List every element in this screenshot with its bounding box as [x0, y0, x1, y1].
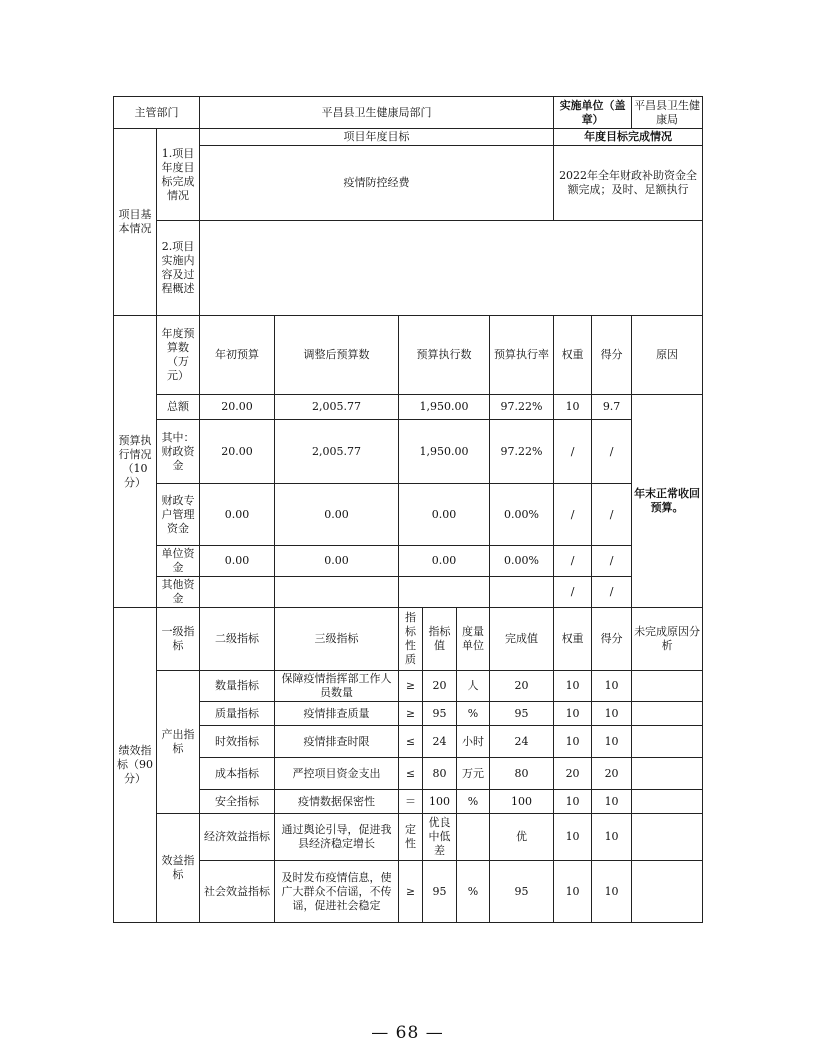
budget-reason-value: 年末正常收回预算。 [632, 395, 703, 608]
perf-nature-header: 指标性质 [399, 608, 423, 671]
perf-level3: 保障疫情指挥部工作人员数量 [275, 671, 399, 702]
perf-done: 100 [490, 790, 554, 814]
budget-weight: / [554, 546, 592, 577]
perf-done: 优 [490, 814, 554, 861]
perf-level2: 数量指标 [200, 671, 275, 702]
perf-level2: 经济效益指标 [200, 814, 275, 861]
item2-label: 2.项目实施内容及过程概述 [157, 221, 200, 316]
perf-reason [632, 758, 703, 790]
perf-score-header: 得分 [592, 608, 632, 671]
budget-initial: 20.00 [200, 395, 275, 420]
budget-weight-header: 权重 [554, 316, 592, 395]
budget-weight: / [554, 420, 592, 484]
perf-unit: 万元 [457, 758, 490, 790]
budget-weight: 10 [554, 395, 592, 420]
perf-header-row [114, 608, 703, 671]
perf-value: 24 [423, 726, 457, 758]
perf-done: 80 [490, 758, 554, 790]
table-row [114, 702, 703, 726]
budget-adjusted: 0.00 [275, 546, 399, 577]
perf-done: 20 [490, 671, 554, 702]
perf-section-label: 绩效指标（90分） [114, 608, 157, 923]
budget-row-label: 其中：财政资金 [157, 420, 200, 484]
budget-row-label: 单位资金 [157, 546, 200, 577]
impl-value: 平昌县卫生健康局 [632, 97, 703, 129]
table-row [114, 420, 703, 484]
perf-level3: 通过舆论引导，促进我县经济稳定增长 [275, 814, 399, 861]
perf-level3: 严控项目资金支出 [275, 758, 399, 790]
goal-value: 疫情防控经费 [200, 146, 554, 221]
table-row [114, 577, 703, 608]
budget-adjusted: 2,005.77 [275, 395, 399, 420]
perf-nature: ≥ [399, 861, 423, 923]
perf-level3: 疫情排查质量 [275, 702, 399, 726]
budget-weight: / [554, 577, 592, 608]
perf-level2: 社会效益指标 [200, 861, 275, 923]
table-row [114, 814, 703, 861]
perf-level2: 时效指标 [200, 726, 275, 758]
perf-value-header: 指标值 [423, 608, 457, 671]
budget-executed: 0.00 [399, 484, 490, 546]
perf-reason [632, 726, 703, 758]
item2-value [200, 221, 703, 316]
budget-row-label: 总额 [157, 395, 200, 420]
perf-score: 10 [592, 671, 632, 702]
budget-score: / [592, 484, 632, 546]
budget-rate: 97.22% [490, 395, 554, 420]
budget-score: / [592, 546, 632, 577]
performance-table [113, 96, 703, 923]
budget-reason-header: 原因 [632, 316, 703, 395]
perf-level3: 及时发布疫情信息，使广大群众不信谣，不传谣，促进社会稳定 [275, 861, 399, 923]
budget-row-label: 其他资金 [157, 577, 200, 608]
perf-score: 10 [592, 790, 632, 814]
budget-unit-header: 年度预算数（万元） [157, 316, 200, 395]
perf-score: 10 [592, 702, 632, 726]
perf-unit: % [457, 861, 490, 923]
budget-adjusted: 0.00 [275, 484, 399, 546]
perf-reason [632, 861, 703, 923]
perf-score: 10 [592, 814, 632, 861]
perf-level2: 安全指标 [200, 790, 275, 814]
perf-value: 95 [423, 861, 457, 923]
budget-initial: 20.00 [200, 420, 275, 484]
perf-score: 10 [592, 726, 632, 758]
perf-reason-header: 未完成原因分析 [632, 608, 703, 671]
budget-header-row [114, 316, 703, 395]
perf-nature: ≤ [399, 758, 423, 790]
perf-reason [632, 790, 703, 814]
dept-label: 主管部门 [114, 97, 200, 129]
budget-executed [399, 577, 490, 608]
perf-weight: 10 [554, 790, 592, 814]
perf-weight: 20 [554, 758, 592, 790]
budget-adjusted-header: 调整后预算数 [275, 316, 399, 395]
perf-level2: 质量指标 [200, 702, 275, 726]
perf-weight: 10 [554, 861, 592, 923]
perf-done: 24 [490, 726, 554, 758]
budget-score: / [592, 420, 632, 484]
impl-label: 实施单位（盖章） [554, 97, 632, 129]
perf-weight-header: 权重 [554, 608, 592, 671]
perf-done: 95 [490, 861, 554, 923]
page-number: — 68 — [371, 1023, 444, 1043]
budget-rate: 0.00% [490, 546, 554, 577]
perf-value: 优良中低差 [423, 814, 457, 861]
completion-value: 2022年全年财政补助资金全额完成；及时、足额执行 [554, 146, 703, 221]
budget-section-label: 预算执行情况（10分） [114, 316, 157, 608]
budget-executed: 1,950.00 [399, 395, 490, 420]
perf-level2-header: 二级指标 [200, 608, 275, 671]
perf-weight: 10 [554, 702, 592, 726]
budget-score-header: 得分 [592, 316, 632, 395]
table-row [114, 484, 703, 546]
perf-unit: 小时 [457, 726, 490, 758]
perf-unit [457, 814, 490, 861]
perf-level2: 成本指标 [200, 758, 275, 790]
perf-unit: 人 [457, 671, 490, 702]
item1-label: 1.项目年度目标完成情况 [157, 129, 200, 221]
perf-value: 20 [423, 671, 457, 702]
perf-score: 20 [592, 758, 632, 790]
perf-nature: ≥ [399, 702, 423, 726]
budget-score: 9.7 [592, 395, 632, 420]
perf-unit-header: 度量单位 [457, 608, 490, 671]
header-row [114, 97, 703, 129]
output-indicator-label: 产出指标 [157, 671, 200, 814]
basic-section-label: 项目基本情况 [114, 129, 157, 316]
table-row [114, 546, 703, 577]
budget-score: / [592, 577, 632, 608]
budget-executed: 1,950.00 [399, 420, 490, 484]
perf-value: 95 [423, 702, 457, 726]
budget-rate: 97.22% [490, 420, 554, 484]
perf-done-header: 完成值 [490, 608, 554, 671]
table-row [114, 790, 703, 814]
budget-weight: / [554, 484, 592, 546]
perf-weight: 10 [554, 726, 592, 758]
perf-level3: 疫情排查时限 [275, 726, 399, 758]
perf-level3-header: 三级指标 [275, 608, 399, 671]
perf-nature: ≥ [399, 671, 423, 702]
perf-weight: 10 [554, 671, 592, 702]
completion-header: 年度目标完成情况 [554, 129, 703, 146]
budget-executed: 0.00 [399, 546, 490, 577]
budget-rate: 0.00% [490, 484, 554, 546]
perf-reason [632, 671, 703, 702]
budget-adjusted: 2,005.77 [275, 420, 399, 484]
perf-weight: 10 [554, 814, 592, 861]
budget-rate-header: 预算执行率 [490, 316, 554, 395]
table-row [114, 726, 703, 758]
perf-score: 10 [592, 861, 632, 923]
budget-adjusted [275, 577, 399, 608]
perf-nature: ＝ [399, 790, 423, 814]
budget-rate [490, 577, 554, 608]
goal-header: 项目年度目标 [200, 129, 554, 146]
perf-nature: ≤ [399, 726, 423, 758]
perf-nature: 定性 [399, 814, 423, 861]
benefit-indicator-label: 效益指标 [157, 814, 200, 923]
perf-unit: % [457, 790, 490, 814]
table-row [114, 758, 703, 790]
table-row [114, 671, 703, 702]
perf-done: 95 [490, 702, 554, 726]
perf-unit: % [457, 702, 490, 726]
perf-value: 80 [423, 758, 457, 790]
perf-level1-header: 一级指标 [157, 608, 200, 671]
perf-reason [632, 814, 703, 861]
budget-initial-header: 年初预算 [200, 316, 275, 395]
budget-initial [200, 577, 275, 608]
budget-initial: 0.00 [200, 484, 275, 546]
dept-value: 平昌县卫生健康局部门 [200, 97, 554, 129]
budget-executed-header: 预算执行数 [399, 316, 490, 395]
perf-level3: 疫情数据保密性 [275, 790, 399, 814]
table-row [114, 861, 703, 923]
perf-value: 100 [423, 790, 457, 814]
perf-reason [632, 702, 703, 726]
budget-initial: 0.00 [200, 546, 275, 577]
table-row [114, 395, 703, 420]
budget-row-label: 财政专户管理资金 [157, 484, 200, 546]
